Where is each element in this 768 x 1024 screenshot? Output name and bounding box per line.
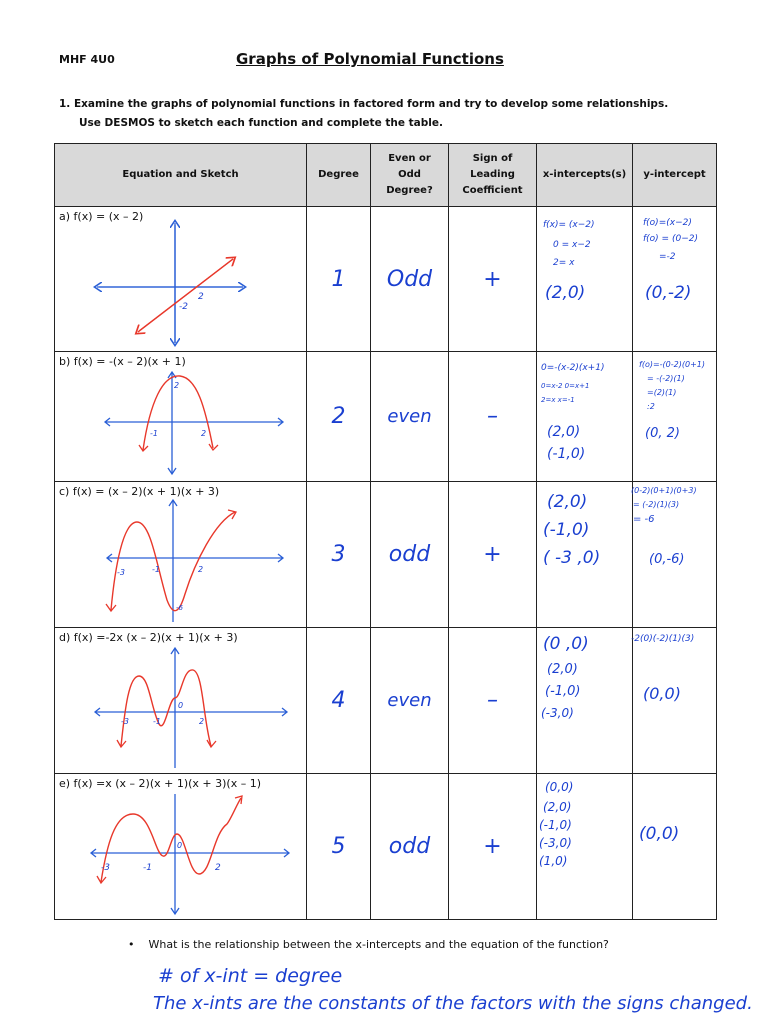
instructions bbox=[59, 95, 668, 133]
degree-value: 4 bbox=[331, 688, 346, 713]
x-intercept-value: (-1,0) bbox=[543, 520, 590, 540]
work-line: 2=x x=-1 bbox=[541, 396, 575, 404]
graph-label: -1 bbox=[153, 717, 161, 726]
graph-label: 2 bbox=[201, 429, 207, 438]
sign-value: + bbox=[483, 542, 502, 567]
y-intercept-value: (0,0) bbox=[643, 684, 681, 703]
work-line: 2= x bbox=[553, 258, 575, 268]
page-title: Graphs of Polynomial Functions bbox=[236, 50, 504, 68]
equation-label: c) f(x) = (x – 2)(x + 1)(x + 3) bbox=[59, 485, 220, 498]
polynomial-table bbox=[54, 143, 717, 920]
degree-value: 2 bbox=[331, 404, 346, 429]
work-line: f(o)=(x−2) bbox=[643, 218, 692, 228]
work-line: (0-2)(0+1)(0+3) bbox=[631, 486, 697, 495]
degree-cell bbox=[307, 628, 371, 774]
degree-value: 1 bbox=[331, 266, 346, 292]
col-header-degree: Degree bbox=[307, 144, 371, 207]
work-line: f(o)=-(0-2)(0+1) bbox=[639, 360, 705, 369]
x-intercept-value: (1,0) bbox=[539, 854, 568, 868]
x-intercept-value: (0 ,0) bbox=[543, 634, 589, 654]
y-intercept-cell bbox=[633, 628, 717, 774]
answer-line-1: # of x-int = degree bbox=[158, 965, 343, 987]
graph-label: 2 bbox=[198, 565, 204, 574]
degree-value: 3 bbox=[331, 542, 346, 567]
graph-label: 2 bbox=[215, 863, 221, 873]
x-intercept-value: (-1,0) bbox=[545, 684, 581, 699]
even-odd-cell bbox=[371, 352, 449, 482]
work-line: = -6 bbox=[633, 514, 655, 525]
even-odd-value: odd bbox=[388, 542, 431, 567]
degree-value: 5 bbox=[331, 834, 346, 859]
table-row bbox=[55, 774, 717, 920]
y-intercept-value: (0,-2) bbox=[645, 283, 692, 303]
even-odd-value: odd bbox=[388, 834, 431, 859]
y-intercept-cell bbox=[633, 352, 717, 482]
work-line: -2(0)(-2)(1)(3) bbox=[631, 634, 695, 644]
graph-label: -1 bbox=[152, 565, 160, 574]
degree-cell bbox=[307, 482, 371, 628]
col-header-y-intercept: y-intercept bbox=[633, 144, 717, 207]
sign-value: + bbox=[483, 834, 502, 859]
y-intercept-value: (0,0) bbox=[639, 824, 680, 844]
even-odd-value: even bbox=[387, 406, 432, 427]
equation-sketch-cell bbox=[55, 628, 307, 774]
col-header-sign: Sign of Leading Coefficient bbox=[449, 144, 537, 207]
graph-label: -3 bbox=[117, 568, 125, 577]
col-header-even-odd: Even or Odd Degree? bbox=[371, 144, 449, 207]
even-odd-cell bbox=[371, 482, 449, 628]
even-odd-cell bbox=[371, 774, 449, 920]
graph-label: 2 bbox=[174, 381, 180, 390]
course-code: MHF 4U0 bbox=[59, 53, 115, 66]
x-intercept-value: (-1,0) bbox=[539, 818, 572, 832]
sign-cell bbox=[449, 352, 537, 482]
sign-cell bbox=[449, 207, 537, 352]
degree-cell bbox=[307, 352, 371, 482]
answer-line-2: The x-ints are the constants of the factors with the signs changed. bbox=[153, 993, 753, 1014]
x-intercept-value: (2,0) bbox=[547, 424, 581, 440]
x-intercepts-cell bbox=[537, 207, 633, 352]
equation-sketch-cell bbox=[55, 482, 307, 628]
sketch-graph bbox=[55, 207, 305, 350]
y-intercept-value: (0, 2) bbox=[645, 426, 680, 441]
work-line: f(x)= (x−2) bbox=[543, 220, 595, 230]
table-row bbox=[55, 207, 717, 352]
function-curve bbox=[121, 670, 211, 746]
graph-label: -6 bbox=[176, 604, 183, 612]
graph-label: -1 bbox=[143, 863, 152, 873]
x-intercept-value: (2,0) bbox=[547, 662, 578, 677]
graph-label: 0 bbox=[178, 701, 184, 710]
equation-label: d) f(x) =-2x (x – 2)(x + 1)(x + 3) bbox=[59, 631, 238, 644]
work-line: 0=x-2 0=x+1 bbox=[541, 382, 590, 390]
instruction-line-1: 1. Examine the graphs of polynomial functions in factored form and try to develop some relationships. bbox=[59, 98, 669, 110]
table-header-row bbox=[55, 144, 717, 207]
col-header-equation: Equation and Sketch bbox=[55, 144, 307, 207]
y-intercept-value: (0,-6) bbox=[649, 552, 685, 567]
work-line: = (-2)(1)(3) bbox=[633, 500, 680, 509]
work-line: =-2 bbox=[659, 252, 676, 262]
instruction-line-2: Use DESMOS to sketch each function and complete the table. bbox=[79, 117, 443, 129]
graph-label: -3 bbox=[121, 717, 129, 726]
equation-sketch-cell bbox=[55, 774, 307, 920]
graph-label: 2 bbox=[199, 717, 205, 726]
y-intercept-cell bbox=[633, 482, 717, 628]
sign-cell bbox=[449, 774, 537, 920]
x-intercept-value: (-3,0) bbox=[539, 836, 572, 850]
x-intercept-value: (-3,0) bbox=[541, 706, 574, 720]
degree-cell bbox=[307, 774, 371, 920]
col-header-x-intercepts: x-intercepts(s) bbox=[537, 144, 633, 207]
x-intercept-value: (0,0) bbox=[545, 780, 574, 794]
sketch-graph bbox=[55, 774, 305, 918]
equation-label: a) f(x) = (x – 2) bbox=[59, 210, 144, 223]
graph-label: -2 bbox=[179, 302, 188, 312]
question-label: What is the relationship between the x-intercepts and the equation of the function? bbox=[148, 938, 609, 951]
graph-label: 2 bbox=[198, 292, 204, 302]
x-intercept-value: (-1,0) bbox=[547, 446, 586, 462]
table-row bbox=[55, 628, 717, 774]
table-row bbox=[55, 352, 717, 482]
even-odd-value: even bbox=[387, 690, 432, 711]
work-line: :2 bbox=[647, 402, 655, 411]
equation-label: e) f(x) =x (x – 2)(x + 1)(x + 3)(x – 1) bbox=[59, 777, 262, 790]
x-intercept-value: (2,0) bbox=[547, 492, 588, 512]
work-line: = -(-2)(1) bbox=[647, 374, 685, 383]
graph-label: -1 bbox=[150, 429, 158, 438]
question-text bbox=[128, 938, 609, 951]
graph-label: 0 bbox=[177, 841, 183, 850]
sketch-graph bbox=[55, 482, 305, 626]
sign-cell bbox=[449, 482, 537, 628]
even-odd-cell bbox=[371, 628, 449, 774]
table-row bbox=[55, 482, 717, 628]
x-intercepts-cell bbox=[537, 628, 633, 774]
y-intercept-cell bbox=[633, 774, 717, 920]
sign-value: – bbox=[487, 688, 498, 713]
bullet-icon: • bbox=[128, 938, 135, 951]
sign-cell bbox=[449, 628, 537, 774]
equation-sketch-cell bbox=[55, 352, 307, 482]
x-intercepts-cell bbox=[537, 774, 633, 920]
graph-label: -3 bbox=[101, 863, 110, 873]
x-intercept-value: ( -3 ,0) bbox=[543, 548, 601, 568]
sketch-graph bbox=[55, 628, 305, 772]
even-odd-cell bbox=[371, 207, 449, 352]
y-intercept-cell bbox=[633, 207, 717, 352]
equation-label: b) f(x) = -(x – 2)(x + 1) bbox=[59, 355, 186, 368]
x-intercepts-cell bbox=[537, 352, 633, 482]
equation-sketch-cell bbox=[55, 207, 307, 352]
work-line: 0 = x−2 bbox=[553, 240, 591, 250]
even-odd-value: Odd bbox=[386, 266, 433, 292]
sign-value: + bbox=[483, 266, 502, 292]
degree-cell bbox=[307, 207, 371, 352]
sketch-graph bbox=[55, 352, 305, 480]
x-intercepts-cell bbox=[537, 482, 633, 628]
work-line: f(o) = (0−2) bbox=[643, 234, 698, 244]
work-line: 0=-(x-2)(x+1) bbox=[541, 363, 605, 373]
work-line: =(2)(1) bbox=[647, 388, 677, 397]
x-intercept-value: (2,0) bbox=[543, 800, 572, 814]
sign-value: – bbox=[487, 404, 498, 429]
x-intercept-value: (2,0) bbox=[545, 283, 586, 303]
